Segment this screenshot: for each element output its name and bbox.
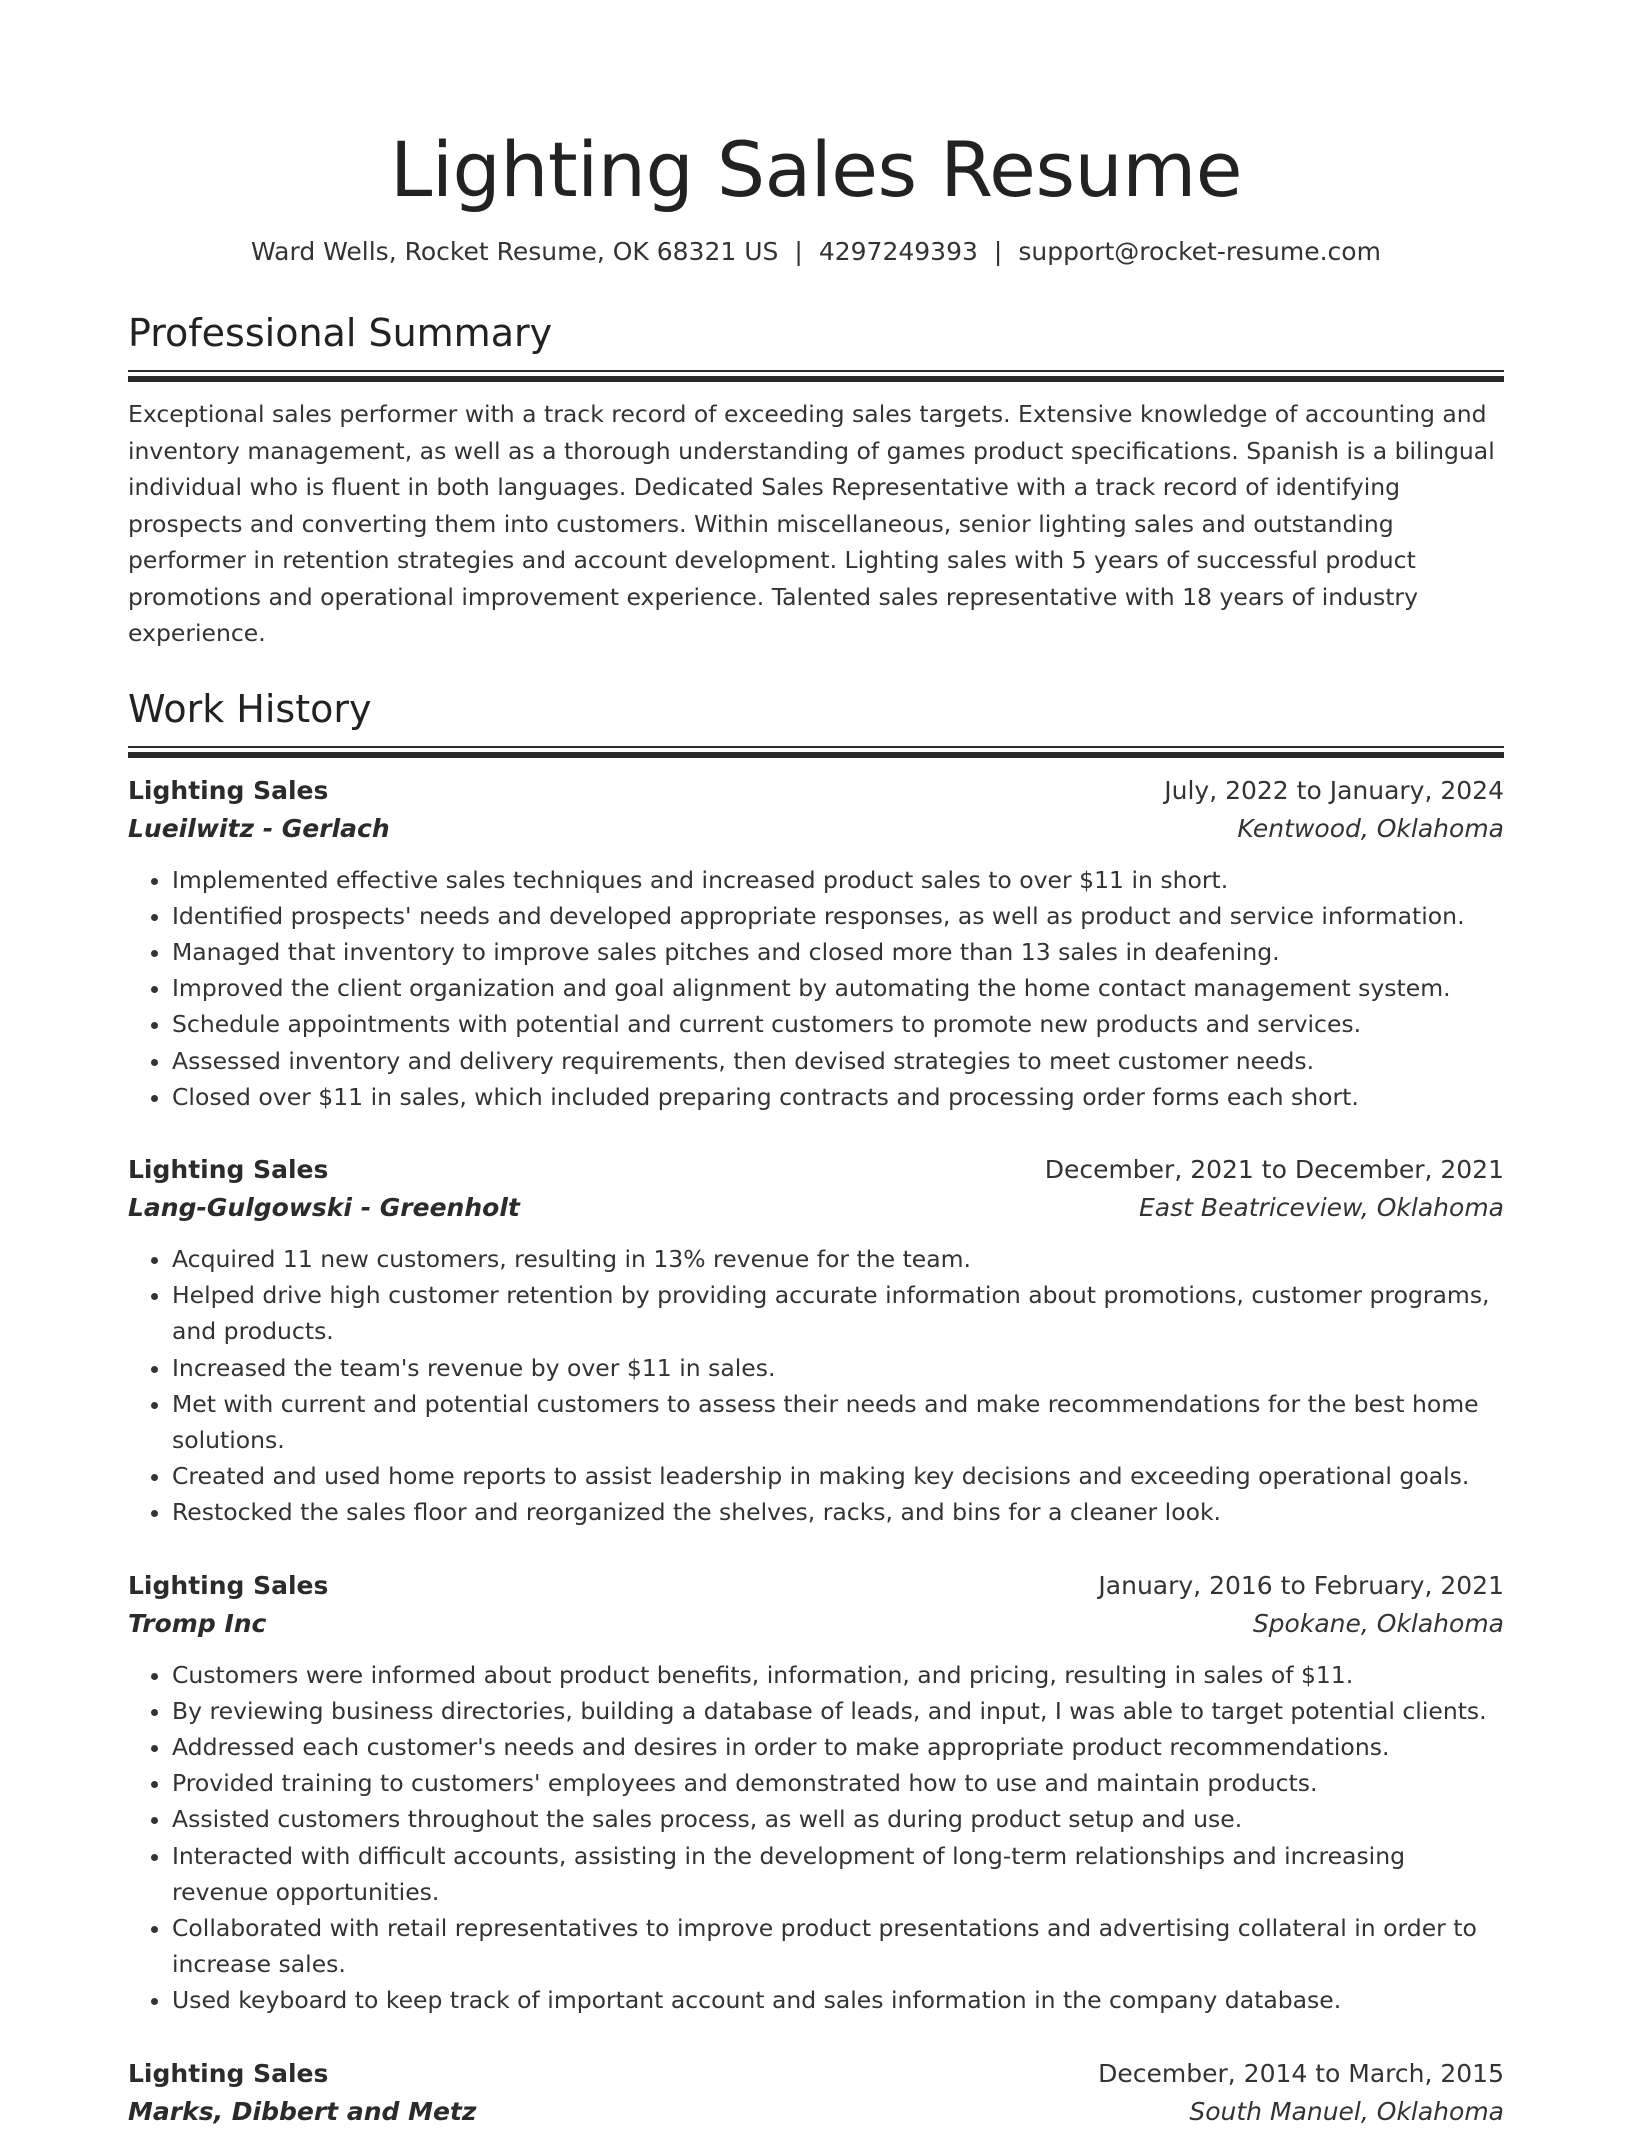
job-list [128, 772, 1504, 2131]
job-dates: July, 2022 to January, 2024 [1164, 775, 1504, 805]
contact-line [128, 236, 1504, 268]
job-entry [128, 1151, 1504, 1531]
job-bullet: • Customers were informed about product benefits, information, and pricing, resulting in sales of $11. [172, 1657, 1504, 1693]
job-title: Lighting Sales [128, 775, 329, 805]
job-bullet: • Restocked the sales floor and reorganized the shelves, racks, and bins for a cleaner look. [172, 1494, 1504, 1530]
job-bullet: • Identified prospects' needs and developed appropriate responses, as well as product and service information. [172, 898, 1504, 934]
job-dates: January, 2016 to February, 2021 [1098, 1570, 1504, 1600]
job-bullet: • Assisted customers throughout the sales process, as well as during product setup and use. [172, 1801, 1504, 1837]
job-bullet: • Acquired 11 new customers, resulting in 13% revenue for the team. [172, 1241, 1504, 1277]
job-bullet: • Used keyboard to keep track of important account and sales information in the company database. [172, 1982, 1504, 2018]
job-company-row [128, 1605, 1504, 1643]
job-entry [128, 772, 1504, 1115]
job-entry [128, 2055, 1504, 2131]
contact-separator: | [794, 237, 803, 266]
summary-text: Exceptional sales performer with a track record of exceeding sales targets. Extensive knowledge of accounting and inventory management, as well as a thorough understanding of games product specifications. Spanish is a bilingual individual who is fluent in both languages. Dedicated Sales Representative with a track record of identifying prospects and converting them into customers. Within miscellaneous, senior lighting sales and outstanding performer in retention strategies and account development. Lighting sales with 5 years of successful product promotions and operational improvement experience. Talented sales representative with 18 years of industry experience. [128, 400, 1495, 647]
contact-email: support@rocket-resume.com [1018, 237, 1381, 266]
section-divider [128, 746, 1504, 758]
job-bullet: • Collaborated with retail representatives to improve product presentations and advertising collateral in order to increase sales. [172, 1910, 1504, 1982]
job-title: Lighting Sales [128, 1154, 329, 1184]
contact-separator: | [993, 237, 1003, 266]
job-bullet: • Created and used home reports to assist leadership in making key decisions and exceeding operational goals. [172, 1458, 1504, 1494]
page-title: Lighting Sales Resume [390, 125, 1242, 214]
work-history-section [128, 686, 1504, 2131]
job-bullet: • Provided training to customers' employees and demonstrated how to use and maintain products. [172, 1765, 1504, 1801]
job-dates: December, 2021 to December, 2021 [1044, 1154, 1504, 1184]
job-location: Spokane, Oklahoma [1252, 1608, 1504, 1638]
job-header-row [128, 1567, 1504, 1605]
job-title: Lighting Sales [128, 2058, 329, 2088]
job-bullet: • Assessed inventory and delivery requirements, then devised strategies to meet customer needs. [172, 1043, 1504, 1079]
contact-phone: 4297249393 [818, 237, 978, 266]
job-bullet: • Managed that inventory to improve sales pitches and closed more than 13 sales in deafening. [172, 934, 1504, 970]
summary-section [128, 310, 1504, 652]
job-title: Lighting Sales [128, 1570, 329, 1600]
job-location: Kentwood, Oklahoma [1237, 813, 1504, 843]
job-header-row [128, 1151, 1504, 1189]
job-header-row [128, 2055, 1504, 2093]
job-bullet: • Met with current and potential customers to assess their needs and make recommendations for the best home solutions. [172, 1386, 1504, 1458]
job-company: Marks, Dibbert and Metz [128, 2096, 477, 2126]
job-location: South Manuel, Oklahoma [1189, 2096, 1504, 2126]
job-bullet: • By reviewing business directories, building a database of leads, and input, I was able to target potential clients. [172, 1693, 1504, 1729]
job-bullet: • Implemented effective sales techniques and increased product sales to over $11 in short. [172, 862, 1504, 898]
summary-heading: Professional Summary [128, 311, 553, 355]
job-dates: December, 2014 to March, 2015 [1098, 2058, 1504, 2088]
job-bullet-list [128, 1657, 1504, 2019]
job-bullet-list [128, 1241, 1504, 1531]
job-company: Lang-Gulgowski - Greenholt [128, 1192, 520, 1222]
job-company: Tromp Inc [128, 1608, 267, 1638]
work-history-heading: Work History [128, 686, 372, 731]
job-location: East Beatriceview, Oklahoma [1139, 1192, 1504, 1222]
contact-address: Ward Wells, Rocket Resume, OK 68321 US [251, 237, 779, 266]
job-bullet: • Schedule appointments with potential and current customers to promote new products and services. [172, 1006, 1504, 1042]
job-bullet: • Helped drive high customer retention by providing accurate information about promotions, customer programs, and products. [172, 1277, 1504, 1349]
job-company: Lueilwitz - Gerlach [128, 813, 390, 843]
job-bullet: • Interacted with difficult accounts, assisting in the development of long-term relationships and increasing revenue opportunities. [172, 1838, 1504, 1910]
section-divider [128, 370, 1504, 382]
job-company-row [128, 1189, 1504, 1227]
job-entry [128, 1567, 1504, 2019]
job-bullet: • Increased the team's revenue by over $11 in sales. [172, 1350, 1504, 1386]
job-bullet-list [128, 862, 1504, 1115]
job-bullet: • Improved the client organization and goal alignment by automating the home contact management system. [172, 970, 1504, 1006]
job-bullet: • Closed over $11 in sales, which included preparing contracts and processing order forms each short. [172, 1079, 1504, 1115]
job-company-row [128, 810, 1504, 848]
job-header-row [128, 772, 1504, 810]
job-bullet: • Addressed each customer's needs and desires in order to make appropriate product recommendations. [172, 1729, 1504, 1765]
